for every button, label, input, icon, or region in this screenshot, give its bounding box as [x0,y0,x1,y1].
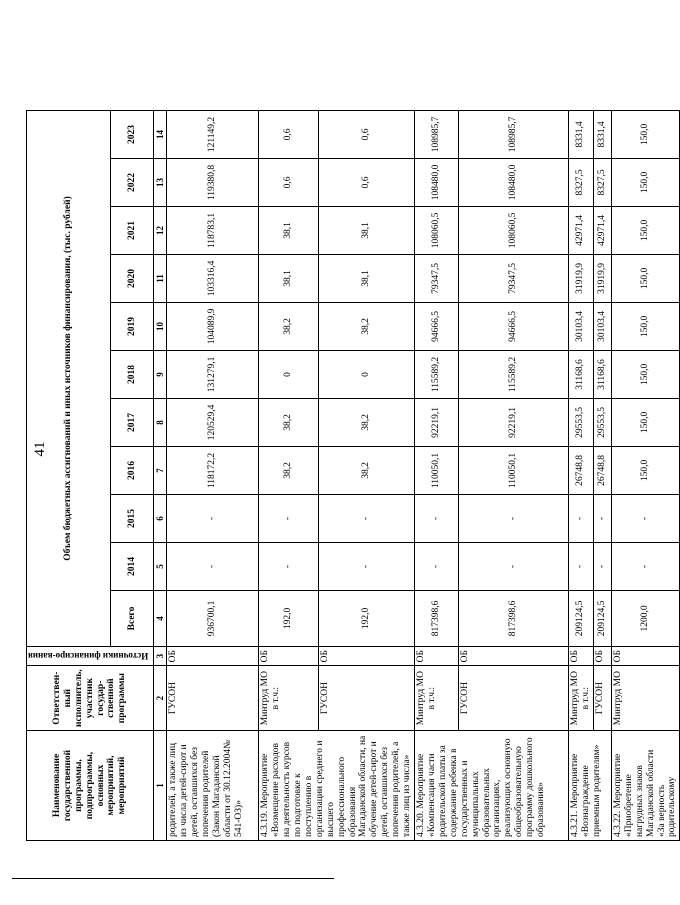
header-year: 2017 [111,398,154,446]
row-year-value: 79347,5 [459,254,569,302]
row-year-value: 0,6 [319,158,415,206]
row-executor: Минтруд МО в т.ч.: [415,666,459,731]
row-year-value: 31919,9 [569,254,594,302]
row-total: 192,0 [319,590,415,646]
row-year-value: - [319,494,415,542]
row-year-value: 30103,4 [593,302,611,350]
row-year-value: 38,2 [319,302,415,350]
row-year-value: 42971,4 [569,206,594,254]
row-year-value: 38,2 [259,398,319,446]
row-year-value: 38,1 [259,206,319,254]
row-year-value: 92219,1 [415,398,459,446]
header-volume: Объем бюджетных ассигнований и иных источников финансирования, (тыс. рублей) [27,110,111,646]
row-year-value: 38,2 [259,446,319,494]
row-year-value: 79347,5 [415,254,459,302]
row-executor: ГУСОН [593,666,611,731]
table-row [259,110,319,840]
row-year-value: - [167,542,259,590]
row-year-value: 38,2 [319,398,415,446]
row-year-value: 31168,6 [569,350,594,398]
row-year-value: 94666,5 [415,302,459,350]
row-year-value: 0 [259,350,319,398]
header-executor: Ответствен-ный исполнитель, участник государ-ственной программы [27,666,154,731]
row-source: ОБ [167,646,259,665]
row-year-value: 115589,2 [415,350,459,398]
header-year: 2016 [111,446,154,494]
row-year-value: 26748,8 [569,446,594,494]
row-year-value: - [415,494,459,542]
column-number: 8 [154,398,167,446]
column-number: 14 [154,110,167,158]
row-year-value: 8331,4 [593,110,611,158]
row-year-value: 108480,0 [415,158,459,206]
column-number: 3 [154,646,167,665]
column-number: 5 [154,542,167,590]
row-year-value: 119380,8 [167,158,259,206]
row-year-value: 150,0 [611,206,680,254]
column-number: 11 [154,254,167,302]
row-description: родителей, а также лиц из числа детей-сирот и детей, оставшихся без попечения родителей (Закон Магаданской области от 30.12.2004№ 541-ОЗ)» [167,731,259,841]
row-year-value: 8331,4 [569,110,594,158]
row-year-value: - [259,542,319,590]
header-year: 2015 [111,494,154,542]
table-row [167,110,259,840]
row-source: ОБ [259,646,319,665]
header-name: Наименование государственной программы, подпрограммы, основных мероприятий, мероприятий [27,731,154,841]
column-number: 10 [154,302,167,350]
row-year-value: 108985,7 [459,110,569,158]
row-year-value: 131279,1 [167,350,259,398]
row-year-value: 42971,4 [593,206,611,254]
column-number: 4 [154,590,167,646]
row-year-value: 8327,5 [593,158,611,206]
column-number: 1 [154,731,167,841]
row-year-value: 108060,5 [415,206,459,254]
row-year-value: - [167,494,259,542]
row-year-value: 110050,1 [415,446,459,494]
row-total: 817398,6 [459,590,569,646]
header-year: 2023 [111,110,154,158]
row-source: ОБ [459,646,569,665]
header-year: 2014 [111,542,154,590]
page-number: 41 [32,441,48,457]
row-executor: Минтруд МО в т.ч.: [259,666,319,731]
row-year-value: 38,2 [259,302,319,350]
row-description: 4.3.21. Мероприятие «Вознаграждение приемным родителям» [569,731,612,841]
row-source: ОБ [593,646,611,665]
row-year-value: 115589,2 [459,350,569,398]
header-year: 2018 [111,350,154,398]
header-year: 2022 [111,158,154,206]
row-executor: ГУСОН [319,666,415,731]
row-year-value: 0 [319,350,415,398]
table-row [415,110,459,840]
row-year-value: - [259,494,319,542]
page-bottom-rule [12,878,334,879]
row-year-value: 94666,5 [459,302,569,350]
row-description: 4.3.20. Мероприятие «Компенсация части родительской платы за содержание ребенка в государственных и муниципальных образовательных организациях, реализующих основную общеобразовательную программу дошкольного образования» [415,731,569,841]
column-number-row [154,110,167,840]
row-year-value: 120529,4 [167,398,259,446]
row-year-value: 110050,1 [459,446,569,494]
row-year-value: 26748,8 [593,446,611,494]
row-year-value: 150,0 [611,446,680,494]
row-year-value: - [459,542,569,590]
row-source: ОБ [319,646,415,665]
row-total: 192,0 [259,590,319,646]
row-year-value: 31919,9 [593,254,611,302]
row-year-value: 29553,5 [593,398,611,446]
header-year: 2019 [111,302,154,350]
row-year-value: - [593,494,611,542]
column-number: 7 [154,446,167,494]
row-year-value: - [319,542,415,590]
row-year-value: 0,6 [259,158,319,206]
table-row [569,110,594,840]
row-executor: Минтруд МО [611,666,680,731]
row-total: 817398,6 [415,590,459,646]
row-description: 4.3.19. Мероприятие «Возмещение расходов на деятельность курсов по подготовке к поступлению в организации среднего и высшего профессионального образования Магаданской области, на обучение детей-сирот и детей, оставшихся без попечения родителей, а также лиц из числа» [259,731,415,841]
row-executor: ГУСОН [167,666,259,731]
row-year-value: - [459,494,569,542]
row-year-value: 150,0 [611,110,680,158]
row-year-value: - [569,494,594,542]
row-year-value: - [611,542,680,590]
row-total: 936700,1 [167,590,259,646]
row-year-value: - [593,542,611,590]
row-year-value: 108985,7 [415,110,459,158]
row-year-value: 121149,2 [167,110,259,158]
header-source [27,646,154,665]
row-executor: ГУСОН [459,666,569,731]
row-total: 209124,5 [593,590,611,646]
row-year-value: 150,0 [611,350,680,398]
financing-table [26,110,680,841]
row-year-value: 92219,1 [459,398,569,446]
table-row [611,110,680,840]
row-year-value: 118783,1 [167,206,259,254]
row-source: ОБ [611,646,680,665]
row-total: 1200,0 [611,590,680,646]
header-year: 2021 [111,206,154,254]
column-number: 13 [154,158,167,206]
row-year-value: 38,1 [319,254,415,302]
row-year-value: 0,6 [319,110,415,158]
column-number: 6 [154,494,167,542]
row-year-value: 38,1 [319,206,415,254]
row-year-value: 103316,4 [167,254,259,302]
row-year-value: 104089,9 [167,302,259,350]
header-source-text: Источники финансиро-вания [28,651,149,662]
row-year-value: 38,2 [319,446,415,494]
row-year-value: - [611,494,680,542]
row-year-value: 0,6 [259,110,319,158]
row-year-value: 29553,5 [569,398,594,446]
row-year-value: 38,1 [259,254,319,302]
table-body [167,110,680,840]
row-year-value: 8327,5 [569,158,594,206]
row-year-value: 150,0 [611,302,680,350]
row-year-value: 108480,0 [459,158,569,206]
row-year-value: 150,0 [611,254,680,302]
header-total: Всего [111,590,154,646]
row-year-value: 118172,2 [167,446,259,494]
column-number: 2 [154,666,167,731]
row-year-value: - [415,542,459,590]
header-year: 2020 [111,254,154,302]
column-number: 9 [154,350,167,398]
row-year-value: 108060,5 [459,206,569,254]
row-description: 4.3.22. Мероприятие «Приобретение нагрудных знаков Магаданской области «За верность родительскому [611,731,680,841]
row-executor: Минтруд МО в т.ч.: [569,666,594,731]
row-total: 209124,5 [569,590,594,646]
row-year-value: - [569,542,594,590]
row-source: ОБ [415,646,459,665]
row-year-value: 30103,4 [569,302,594,350]
row-year-value: 31168,6 [593,350,611,398]
row-year-value: 150,0 [611,398,680,446]
row-year-value: 150,0 [611,158,680,206]
column-number: 12 [154,206,167,254]
row-source: ОБ [569,646,594,665]
